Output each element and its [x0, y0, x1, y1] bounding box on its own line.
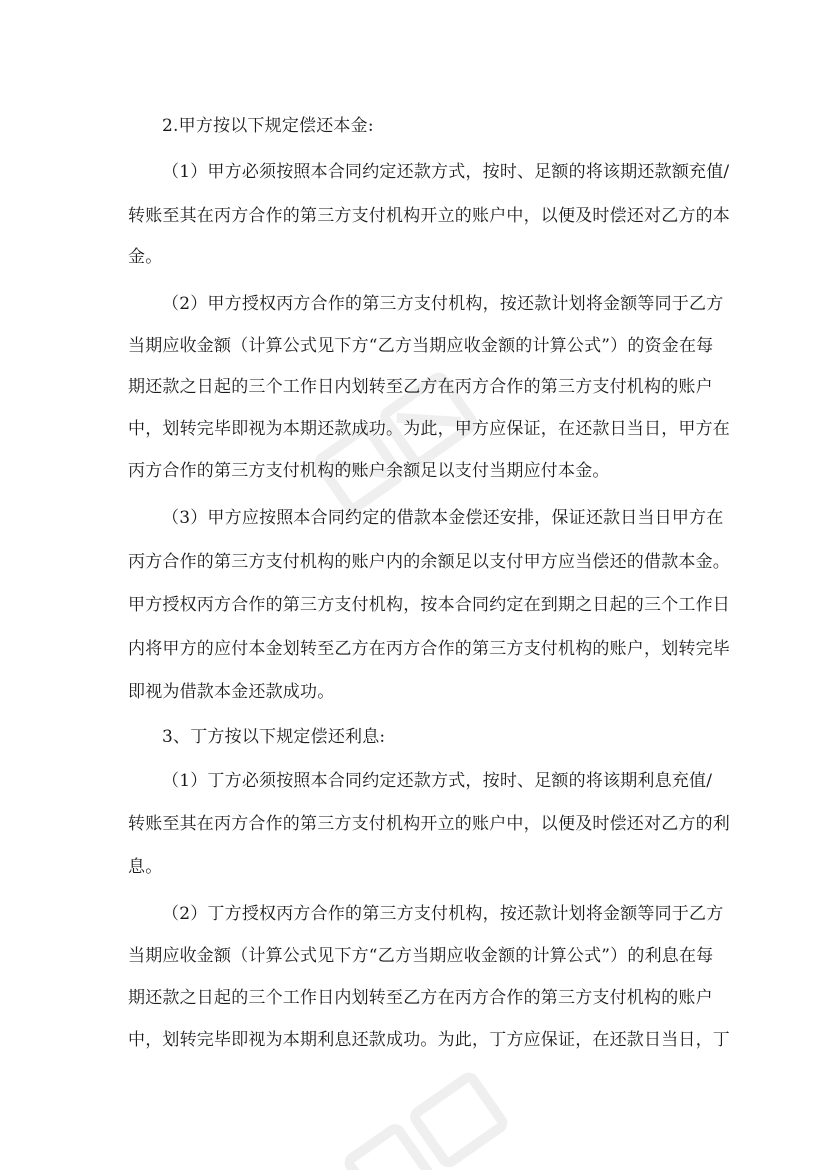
paragraph-line: 内将甲方的应付本金划转至乙方在丙方合作的第三方支付机构的账户，划转完毕 [128, 639, 730, 659]
section-heading: 3、丁方按以下规定偿还利息: [162, 727, 386, 747]
paragraph-line: （1）甲方必须按照本合同约定还款方式，按时、足额的将该期还款额充值/ [162, 162, 730, 182]
paragraph-line: 金。 [128, 247, 163, 267]
paragraph-line: 期还款之日起的三个工作日内划转至乙方在丙方合作的第三方支付机构的账户 [128, 377, 713, 397]
paragraph-line: 中，划转完毕即视为本期利息还款成功。为此，丁方应保证，在还款日当日，丁 [128, 1030, 730, 1050]
section-heading: 2.甲方按以下规定偿还本金: [162, 116, 374, 136]
paragraph-line: 当期应收金额（计算公式见下方“乙方当期应收金额的计算公式”）的利息在每 [128, 946, 714, 966]
paragraph-line: （2）甲方授权丙方合作的第三方支付机构，按还款计划将金额等同于乙方 [162, 294, 724, 314]
paragraph-line: 丙方合作的第三方支付机构的账户内的余额足以支付甲方应当偿还的借款本金。 [128, 552, 730, 572]
paragraph-line: 息。 [128, 857, 163, 877]
paragraph-line: （2）丁方授权丙方合作的第三方支付机构，按还款计划将金额等同于乙方 [162, 904, 724, 924]
paragraph-line: 转账至其在丙方合作的第三方支付机构开立的账户中，以便及时偿还对乙方的本 [128, 206, 730, 226]
paragraph-line: 转账至其在丙方合作的第三方支付机构开立的账户中，以便及时偿还对乙方的利 [128, 814, 730, 834]
paragraph-line: 当期应收金额（计算公式见下方“乙方当期应收金额的计算公式”）的资金在每 [128, 336, 714, 356]
paragraph-line: 中，划转完毕即视为本期还款成功。为此，甲方应保证，在还款日当日，甲方在 [128, 419, 730, 439]
paragraph-line: 丙方合作的第三方支付机构的账户余额足以支付当期应付本金。 [128, 461, 610, 481]
watermark-stamp-icon [330, 1060, 530, 1170]
paragraph-line: 即视为借款本金还款成功。 [128, 682, 335, 702]
paragraph-line: 期还款之日起的三个工作日内划转至乙方在丙方合作的第三方支付机构的账户 [128, 988, 713, 1008]
paragraph-line: （3）甲方应按照本合同约定的借款本金偿还安排，保证还款日当日甲方在 [162, 508, 724, 528]
paragraph-line: （1）丁方必须按照本合同约定还款方式，按时、足额的将该期利息充值/ [162, 771, 713, 791]
paragraph-line: 甲方授权丙方合作的第三方支付机构，按本合同约定在到期之日起的三个工作日 [128, 595, 730, 615]
